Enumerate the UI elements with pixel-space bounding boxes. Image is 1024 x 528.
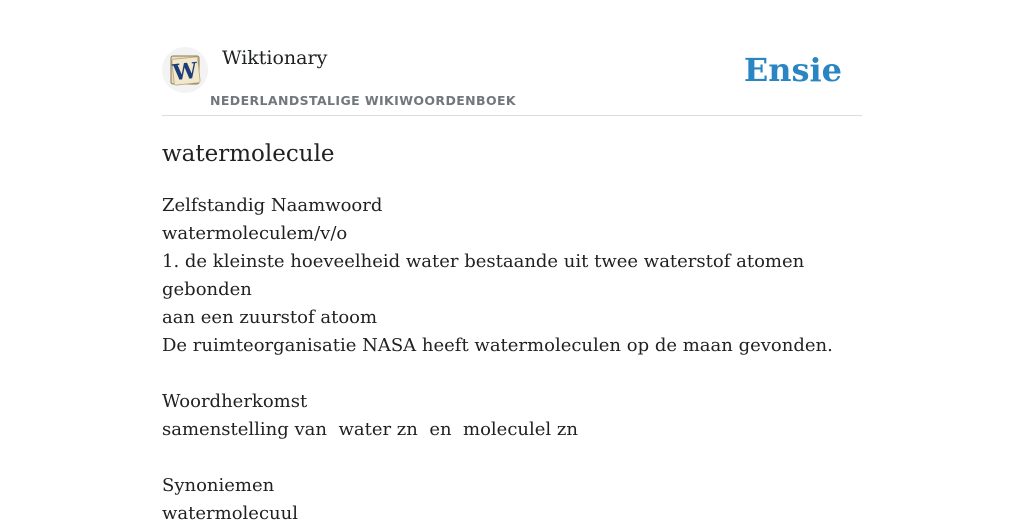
etymology-text: samenstelling van water zn en moleculel zn [162, 419, 578, 440]
synonyms-heading: Synoniemen [162, 475, 275, 496]
ensie-brand-logo[interactable]: Ensie [743, 51, 842, 89]
etymology-heading: Woordherkomst [162, 391, 308, 412]
site-name[interactable]: Wiktionary [222, 47, 328, 69]
example-sentence: De ruimteorganisatie NASA heeft watermoleculen op de maan gevonden. [162, 335, 833, 356]
inflection: watermoleculem/v/o [162, 223, 348, 244]
site-subtitle: NEDERLANDSTALIGE WIKIWOORDENBOEK [210, 93, 517, 108]
entry-title: watermolecule [162, 141, 335, 167]
entry-content [162, 192, 862, 528]
wiktionary-logo-icon[interactable] [162, 47, 208, 93]
svg-text:W: W [171, 57, 199, 87]
spacer [162, 360, 862, 388]
wiktionary-logo-svg [168, 53, 202, 87]
site-header [162, 0, 862, 116]
definition-line-1: 1. de kleinste hoeveelheid water bestaande uit twee waterstof atomen gebonden [162, 251, 810, 300]
page [162, 0, 862, 524]
spacer [162, 444, 862, 472]
synonyms-text: watermolecuul [162, 503, 298, 524]
part-of-speech: Zelfstandig Naamwoord [162, 195, 383, 216]
definition-line-2: aan een zuurstof atoom [162, 307, 378, 328]
